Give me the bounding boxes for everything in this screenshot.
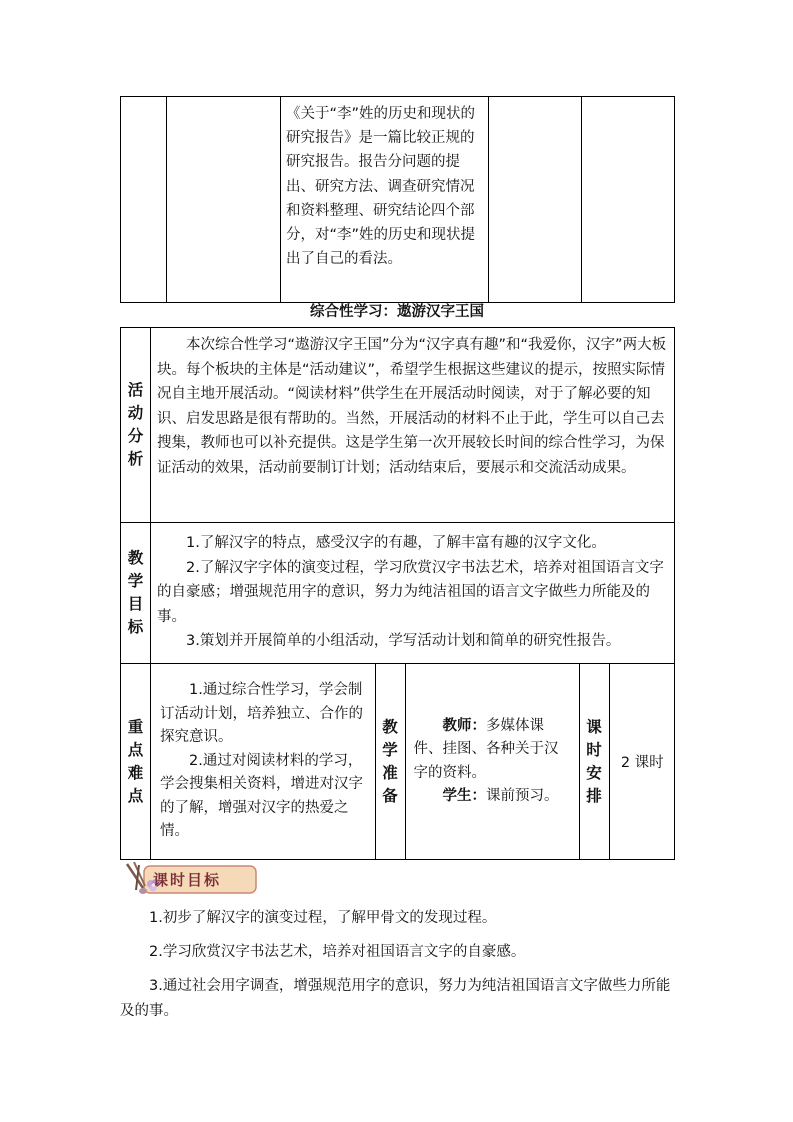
activity-analysis-label: 活动分析 <box>121 328 151 523</box>
report-text: 《关于“李”姓的历史和现状的研究报告》是一篇比较正规的研究报告。报告分问题的提出、研究方法、调查研究情况和资料整理、研究结论四个部分，对“李”姓的历史和现状提出了自己的看法。 <box>286 106 476 268</box>
teacher-text: 多媒体课件、挂图、各种关于汉字的资料。 <box>413 717 559 781</box>
teaching-goals-list <box>151 523 675 664</box>
badge-label: 课时目标 <box>153 871 222 889</box>
activity-analysis-row <box>121 328 675 523</box>
lesson-plan-table <box>120 327 675 860</box>
activity-analysis-text: 本次综合性学习“遨游汉字王国”分为“汉字真有趣”和“我爱你，汉字”两大板块。每个板块的主体是“活动建议”，希望学生根据这些建议的提示，按照实际情况自主地开展活动。“阅读材料”供学生在开展活动时阅读，对于了解必要的知识、启发思路是很有帮助的。当然，开展活动的材料不止于此，学生可以自己去搜集，教师也可以补充提供。这是学生第一次开展较长时间的综合性学习，为保证活动的效果，活动前要制订计划；活动结束后，要展示和交流活动成果。 <box>151 328 675 523</box>
key-point-item: 2.通过对阅读材料的学习，学会搜集相关资料，增进对汉字的了解，增强对汉字的热爱之情。 <box>160 752 363 840</box>
empty-cell <box>121 97 167 303</box>
preparation-label: 教学准备 <box>375 664 405 859</box>
continued-table <box>120 96 675 303</box>
student-text: 课前预习。 <box>486 788 559 804</box>
key-points-container <box>151 664 675 860</box>
report-description <box>281 97 489 303</box>
lesson-goal-item: 2.学习欣赏汉字书法艺术，培养对祖国语言文字的自豪感。 <box>149 944 526 960</box>
preparation-text <box>405 664 579 859</box>
key-points-label: 重点难点 <box>121 664 151 860</box>
empty-cell <box>489 97 582 303</box>
key-points-text <box>151 664 375 859</box>
teaching-goal-item: 3.策划并开展简单的小组活动，学写活动计划和简单的研究性报告。 <box>186 633 621 649</box>
schedule-value: 2 课时 <box>620 755 664 771</box>
student-label: 学生： <box>442 788 486 804</box>
empty-cell <box>167 97 281 303</box>
teaching-goal-item: 1.了解汉字的特点，感受汉字的有趣，了解丰富有趣的汉字文化。 <box>186 535 606 551</box>
key-points-row <box>121 664 675 860</box>
empty-cell <box>582 97 675 303</box>
key-point-item: 1.通过综合性学习，学会制订活动计划，培养独立、合作的探究意识。 <box>160 682 363 746</box>
lesson-goal-item: 3.通过社会用字调查，增强规范用字的意识，努力为纯洁祖国语言文字做些力所能及的事。 <box>120 978 671 1019</box>
continued-row <box>121 97 675 303</box>
teacher-label: 教师： <box>442 717 486 734</box>
teaching-goals-row <box>121 523 675 664</box>
teaching-goal-item: 2.了解汉字字体的演变过程，学习欣赏汉字书法艺术，培养对祖国语言文字的自豪感；增强规范用字的意识，努力为纯洁祖国的语言文字做些力所能及的事。 <box>157 559 664 625</box>
lesson-goals-list <box>120 906 674 1033</box>
schedule-label: 课时安排 <box>579 664 609 859</box>
key-points-inner-table <box>151 664 675 859</box>
teaching-goals-label: 教学目标 <box>121 523 151 664</box>
section-title: 综合性学习：遨游汉字王国 <box>310 304 484 320</box>
lesson-goal-item: 1.初步了解汉字的演变过程，了解甲骨文的发现过程。 <box>149 910 497 926</box>
